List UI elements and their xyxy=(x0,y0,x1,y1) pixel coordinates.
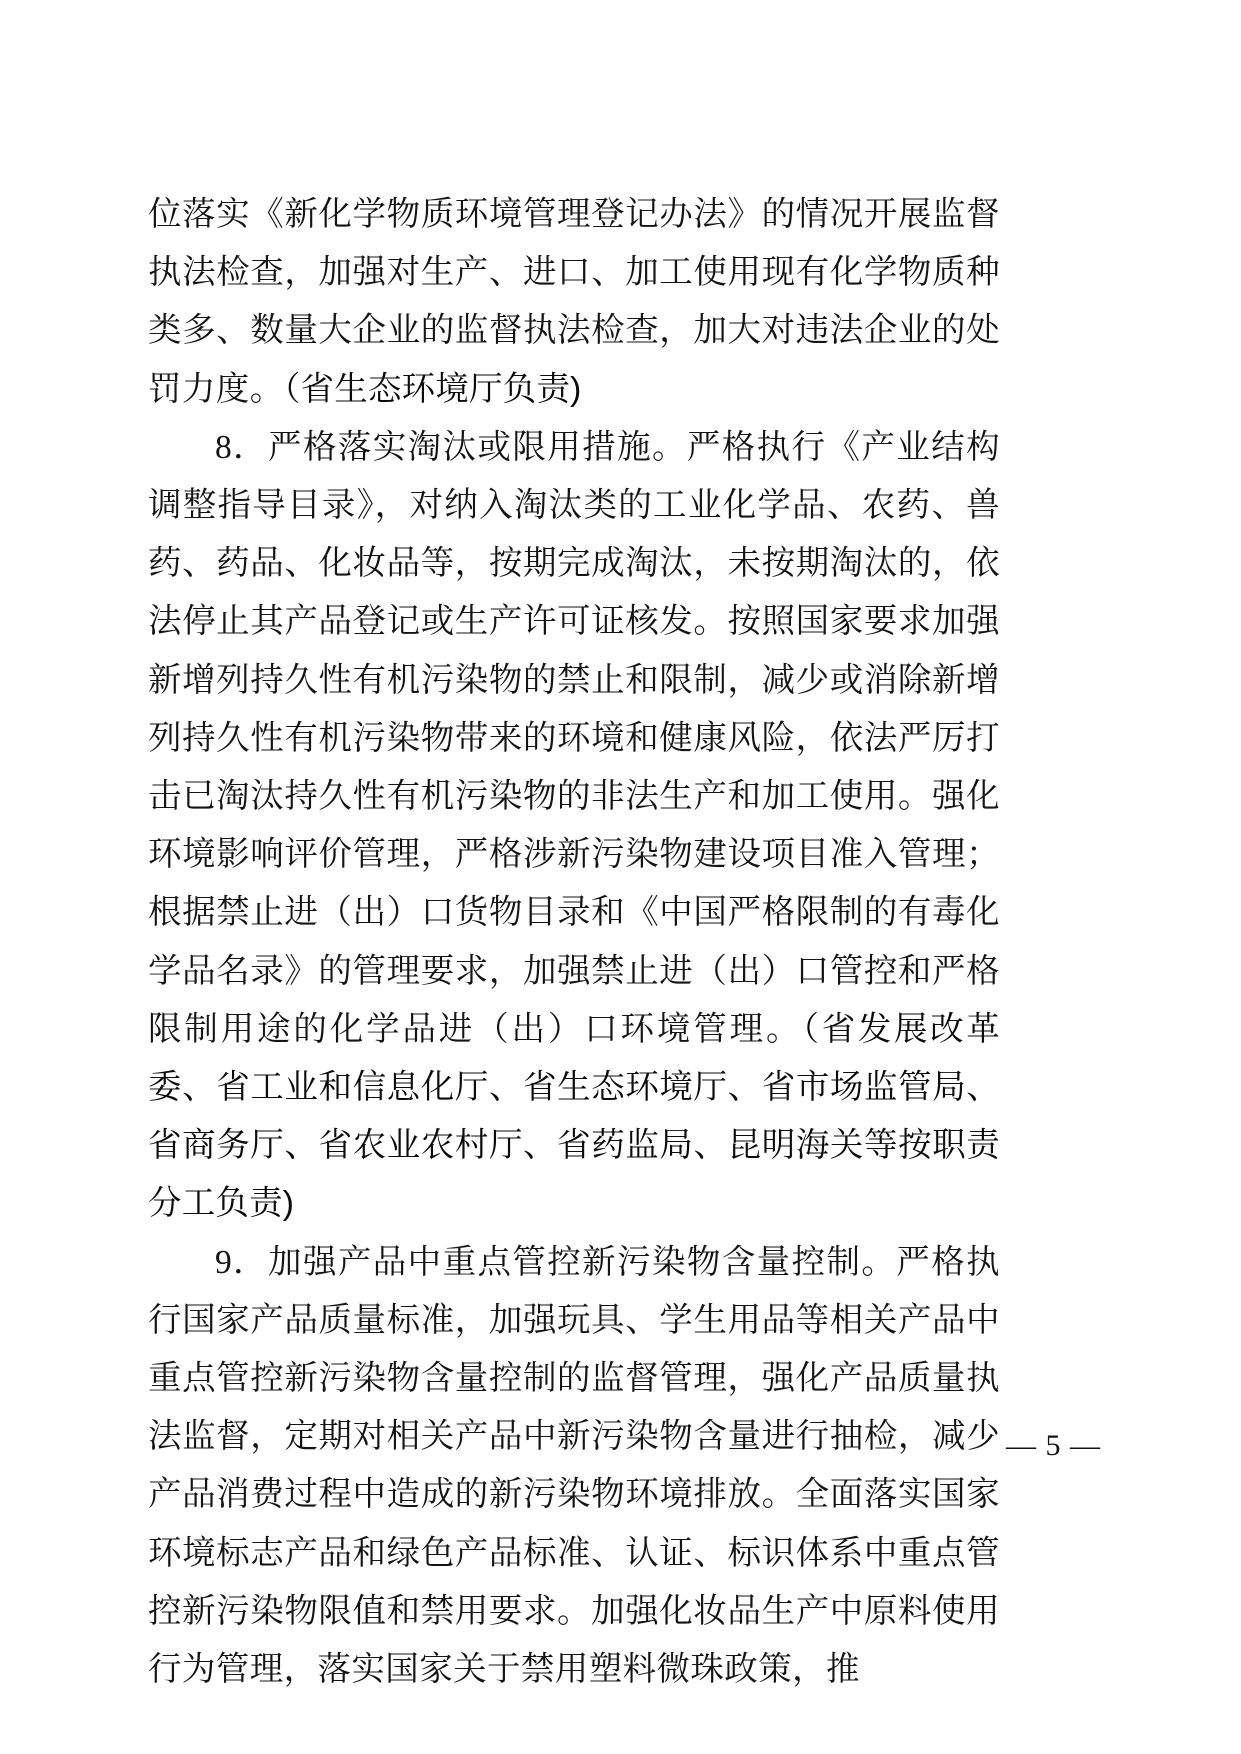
page-number: — 5 — xyxy=(1006,1429,1101,1462)
paragraph-run-body: 9．加强产品中重点管控新污染物含量控制。严格执行国家产品质量标准，加强玩具、学生用品等相关产品中重点管控新污染物含量控制的监督管理，强化产品质量执法监督，定期对相关产品中新污染物含量进行抽检，减少产品消费过程中造成的新污染物环境排放。全面落实国家环境标志产品和绿色产品标准、认证、标识体系中重点管控新污染物限值和禁用要求。加强化妆品生产中原料使用行为管理，落实国家关于禁用塑料微珠政策，推 xyxy=(148,1243,1000,1689)
paragraph-run-body: 位落实《新化学物质环境管理登记办法》的情况开展监督执法检查，加强对生产、进口、加工使用现有化学物质种类多、数量大企业的监督执法检查，加大对违法企业的处罚力度。 xyxy=(148,196,1000,408)
paragraph-continued-item-7 xyxy=(148,186,1000,419)
responsible-agency-attribution: （省生态环境厅负责) xyxy=(283,370,582,408)
responsible-agency-attribution: （省发展改革委、省工业和信息化厅、省生态环境厅、省市场监管局、省商务厅、省农业农村厅、省药监局、昆明海关等按职责分工负责) xyxy=(148,1010,1000,1223)
paragraph-item-8 xyxy=(148,419,1000,1234)
paragraph-run-body: 8．严格落实淘汰或限用措施。严格执行《产业结构调整指导目录》，对纳入淘汰类的工业化学品、农药、兽药、药品、化妆品等，按期完成淘汰，未按期淘汰的，依法停止其产品登记或生产许可证核发。按照国家要求加强新增列持久性有机污染物的禁止和限制，减少或消除新增列持久性有机污染物带来的环境和健康风险，依法严厉打击已淘汰持久性有机污染物的非法生产和加工使用。强化环境影响评价管理，严格涉新污染物建设项目准入管理；根据禁止进（出）口货物目录和《中国严格限制的有毒化学品名录》的管理要求，加强禁止进（出）口管控和严格限制用途的化学品进（出）口环境管理。 xyxy=(148,428,1000,1048)
page-footer xyxy=(0,1426,1241,1486)
